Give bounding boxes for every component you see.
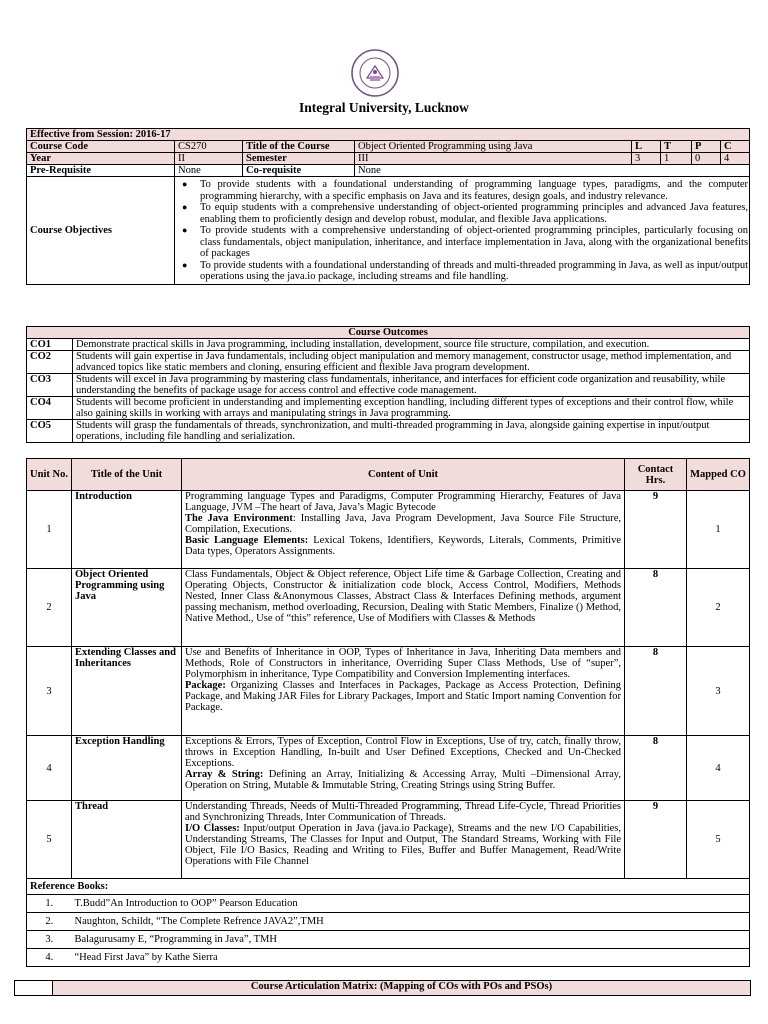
t-value: 1 [661,153,692,165]
content-paragraph: Use and Benefits of Inheritance in OOP, Types of Inheritance in Java, Inheriting Data members and Methods, Role of Constructors in inheritance, Overriding Super Class Methods, Use of “super”, Polymorphism in inheritance, Type Compatibility and Conversion Implementing interfaces. [185,647,621,680]
mapped-co: 3 [687,647,750,736]
unit-title: Object Oriented Programming using Java [72,569,182,647]
unit-number: 2 [27,569,72,647]
course-code-label: Course Code [27,141,175,153]
objective-item: ● To provide students with a foundational understanding of threads and multi-threaded programming in Java, as well as input/output operations using the java.io package, including streams and file handling. [200,260,748,283]
unit-content [182,801,625,879]
outcome-code: CO1 [27,339,73,351]
content-paragraph: Array & String: Defining an Array, Initializing & Accessing Array, Multi –Dimensional Array, Operation on String, Mutable & Immutable String, Creating Strings using String Buffer. [185,769,621,791]
reference-text: T.Budd”An Introduction to OOP” Pearson Education [72,895,750,913]
contact-hrs: 9 [625,801,687,879]
semester-label: Semester [243,153,355,165]
content-paragraph: Programming language Types and Paradigms, Computer Programming Hierarchy, Features of Java Language, JVM –The heart of Java, Java’s Magic Bytecode [185,491,621,513]
mapped-co: 2 [687,569,750,647]
year-label: Year [27,153,175,165]
outcome-code: CO4 [27,397,73,420]
reference-number: 3. [27,931,72,949]
unit-no-header: Unit No. [27,459,72,491]
unit-number: 4 [27,736,72,801]
objectives-label: Course Objectives [27,177,175,285]
outcome-code: CO2 [27,351,73,374]
contact-hrs: 8 [625,569,687,647]
content-paragraph: Class Fundamentals, Object & Object reference, Object Life time & Garbage Collection, Creating and Operating Objects, Constructor & initialization code block, Access Control, Modifiers, Methods Nested, Inner Class &Anonymous Classes, Abstract Class & Interfaces Defining methods, argument passing mechanism, method overloading, Recursion, Dealing with Static Members, Finalize () Method, Native Method., Use of “this” reference, Use of Modifiers with Classes & Methods [185,569,621,624]
course-code-value: CS270 [175,141,243,153]
unit-content [182,736,625,801]
unit-title-header: Title of the Unit [72,459,182,491]
p-label: P [692,141,721,153]
reference-number: 2. [27,913,72,931]
unit-title: Extending Classes and Inheritances [72,647,182,736]
objective-item: ● To provide students with a comprehensive understanding of object-oriented programming principles, particularly focusing on class fundamentals, object manipulation, inheritance, and interface implementation in Java, along with the organizational benefits of packages [200,225,748,260]
content-paragraph: Understanding Threads, Needs of Multi-Threaded Programming, Thread Life-Cycle, Thread Priorities and Synchronizing Threads, Inter Communication of Threads. [185,801,621,823]
prereq-label: Pre-Requisite [27,165,175,177]
unit-title: Introduction [72,491,182,569]
unit-title: Thread [72,801,182,879]
reference-books-label: Reference Books: [27,879,750,895]
l-value: 3 [632,153,661,165]
contact-hrs-header: Contact Hrs. [625,459,687,491]
content-paragraph: Exceptions & Errors, Types of Exception, Control Flow in Exceptions, Use of try, catch, finally throw, throws in Exception Handling, In-built and User Defined Exceptions, Checked and Un-Checked Exceptions. [185,736,621,769]
mapped-co: 4 [687,736,750,801]
reference-text: Naughton, Schildt, “The Complete Refrence JAVA2”,TMH [72,913,750,931]
content-paragraph: Package: Organizing Classes and Interfaces in Packages, Package as Access Protection, Defining Package, and Making JAR Files for Library Packages, Import and Static Import naming Convention for Package. [185,680,621,713]
course-outcomes-table [26,326,750,443]
unit-content-header: Content of Unit [182,459,625,491]
content-paragraph: The Java Environment: Installing Java, Java Program Development, Java Source File Structure, Compilation, Executions. [185,513,621,535]
unit-number: 1 [27,491,72,569]
contact-hrs: 9 [625,491,687,569]
objective-item: ● To provide students with a foundational understanding of programming language types, paradigms, and the computer programming hierarchy, with a specific emphasis on Java and its features, design goals, and industry relevance. [200,179,748,202]
reference-number: 1. [27,895,72,913]
unit-content [182,491,625,569]
session-label: Effective from Session: 2016-17 [27,129,750,141]
coreq-value: None [355,165,750,177]
outcome-text: Students will become proficient in understanding and implementing exception handling, including different types of exceptions and their control flow, while also gaining skills in working with arrays and manipulating strings in Java programming. [73,397,750,420]
matrix-blank-cell [15,981,53,996]
c-label: C [721,141,750,153]
reference-number: 4. [27,949,72,967]
p-value: 0 [692,153,721,165]
outcome-text: Demonstrate practical skills in Java programming, including installation, development, source file structure, compilation, and execution. [73,339,750,351]
course-title-label: Title of the Course [243,141,355,153]
university-name: Integral University, Lucknow [299,100,469,115]
outcome-text: Students will grasp the fundamentals of threads, synchronization, and multi-threaded programming in Java, alongside gaining expertise in input/output operations, including file handling and serialization. [73,420,750,443]
mapped-co-header: Mapped CO [687,459,750,491]
outcome-text: Students will excel in Java programming by mastering class fundamentals, inheritance, and interfaces for efficient code organization and reusability, while understanding the benefits of package usage for access control and effective code management. [73,374,750,397]
course-title-value: Object Oriented Programming using Java [355,141,632,153]
content-paragraph: I/O Classes: Input/output Operation in Java (java.io Package), Streams and the new I/O Capabilities, Understanding Streams, The Classes for Input and Output, The Standard Streams, Working with File Object, File I/O Basics, Reading and Writing to Files, Buffer and Buffer Management, Read/Write Operations with File Channel [185,823,621,867]
year-value: II [175,153,243,165]
matrix-title: Course Articulation Matrix: (Mapping of COs with POs and PSOs) [53,981,751,996]
outcome-code: CO3 [27,374,73,397]
unit-number: 5 [27,801,72,879]
c-value: 4 [721,153,750,165]
outcomes-title: Course Outcomes [27,327,750,339]
university-seal-icon [350,48,400,98]
coreq-label: Co-requisite [243,165,355,177]
articulation-matrix-table [14,980,751,996]
contact-hrs: 8 [625,736,687,801]
t-label: T [661,141,692,153]
outcome-code: CO5 [27,420,73,443]
objectives-list [178,179,748,283]
prereq-value: None [175,165,243,177]
semester-value: III [355,153,632,165]
l-label: L [632,141,661,153]
unit-content [182,569,625,647]
objective-item: ● To equip students with a comprehensive understanding of object-oriented programming principles and advanced Java features, enabling them to proficiently design and develop robust, modular, and flexible Java applications. [200,202,748,225]
outcome-text: Students will gain expertise in Java fundamentals, including object manipulation and memory management, constructor usage, method implementation, and advanced topics like static members and cloning, ensuring efficient and flexible Java program development. [73,351,750,374]
reference-text: “Head First Java” by Kathe Sierra [72,949,750,967]
unit-title: Exception Handling [72,736,182,801]
mapped-co: 1 [687,491,750,569]
content-paragraph: Basic Language Elements: Lexical Tokens, Identifiers, Keywords, Literals, Comments, Primitive Data types, Operators Assignments. [185,535,621,557]
unit-content [182,647,625,736]
unit-number: 3 [27,647,72,736]
course-info-table [26,128,750,285]
reference-text: Balagurusamy E, “Programming in Java”, TMH [72,931,750,949]
contact-hrs: 8 [625,647,687,736]
mapped-co: 5 [687,801,750,879]
units-table [26,458,750,967]
